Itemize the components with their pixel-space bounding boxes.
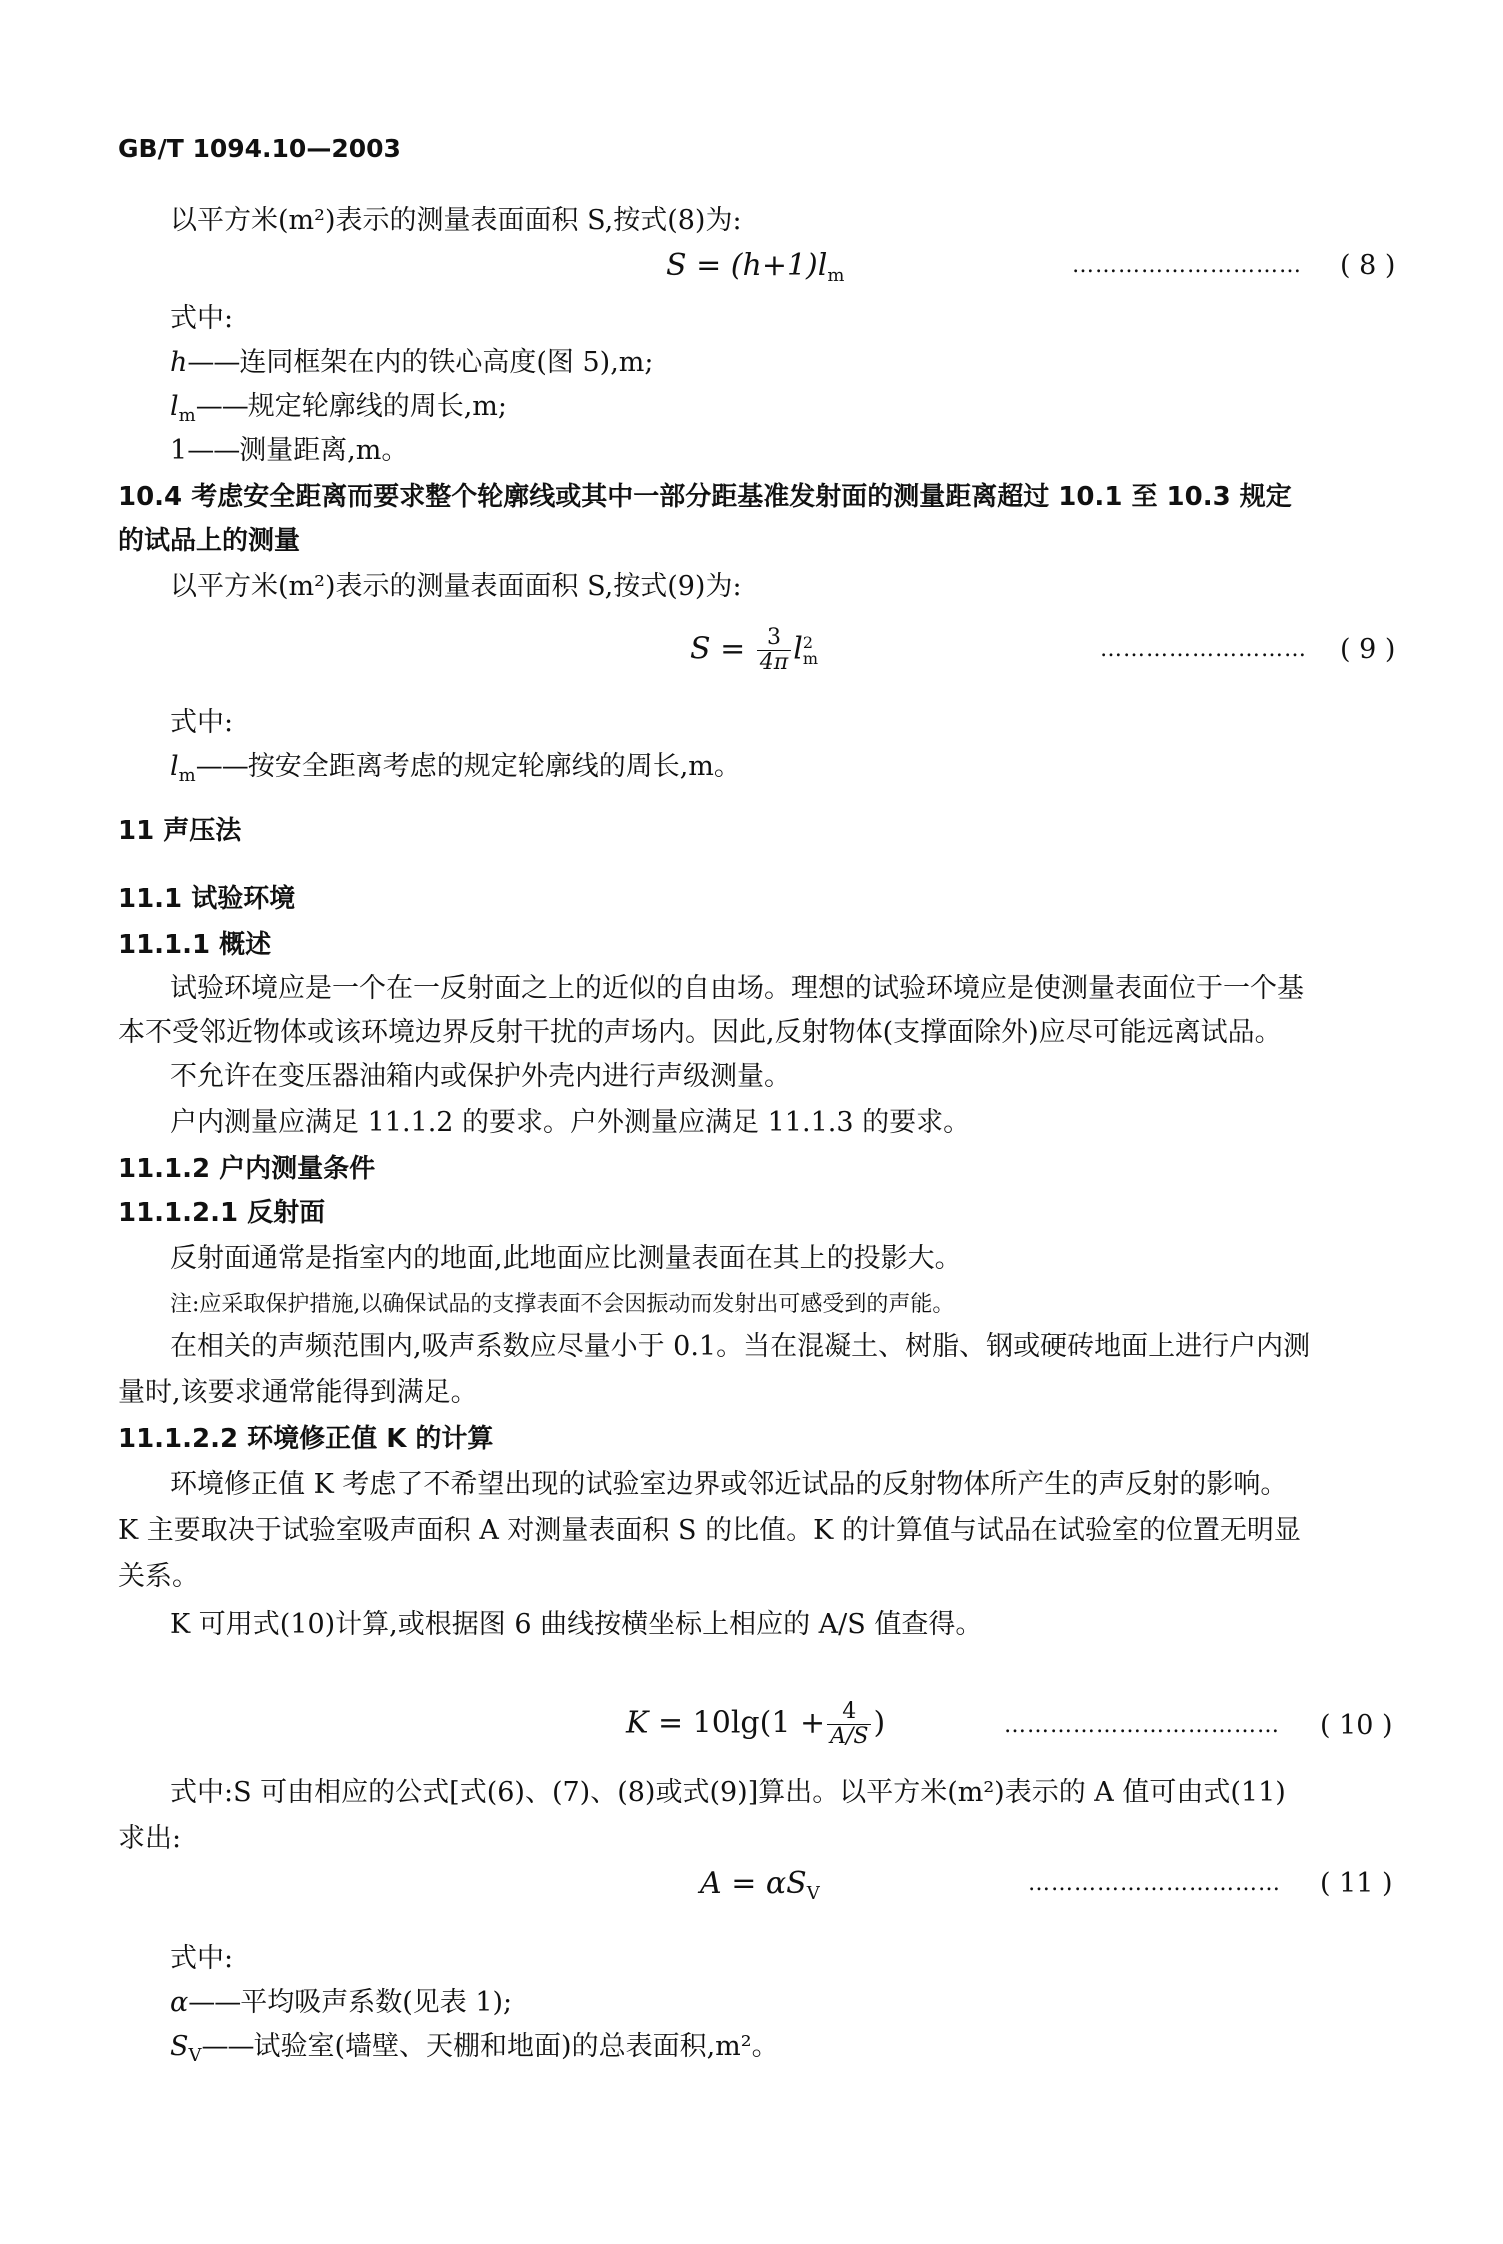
where-label: 式中: xyxy=(170,707,234,738)
definition-text: 试验室(墙壁、天棚和地面)的总表面积,m²。 xyxy=(253,2031,779,2062)
standard-id: GB/T 1094.10—2003 xyxy=(118,134,401,163)
definition-symbol: 1 xyxy=(170,435,188,466)
formula-symbol: A xyxy=(700,1866,722,1901)
formula-symbol: S xyxy=(666,248,687,283)
formula-subscript: m xyxy=(802,648,819,668)
formula-subscript: V xyxy=(806,1883,820,1904)
symbol-definition xyxy=(170,390,507,433)
formula-equals: = xyxy=(720,631,746,667)
paragraph-cont: 量时,该要求通常能得到满足。 xyxy=(118,1377,478,1408)
definition-subscript: m xyxy=(178,405,196,426)
note: 注:应采取保护措施,以确保试品的支撑表面不会因振动而发射出可感受到的声能。 xyxy=(170,1292,955,1317)
formula-rhs: (h+1)l xyxy=(730,248,828,283)
formula-symbol: K xyxy=(626,1705,649,1741)
paragraph: K 可用式(10)计算,或根据图 6 曲线按横坐标上相应的 A/S 值查得。 xyxy=(170,1609,983,1640)
paragraph: 反射面通常是指室内的地面,此地面应比测量表面在其上的投影大。 xyxy=(170,1243,962,1274)
symbol-definition xyxy=(170,346,654,380)
equation-number: ( 9 ) xyxy=(1340,634,1396,665)
fraction-numerator: 4 xyxy=(827,1700,871,1725)
section-heading-10-4: 10.4 考虑安全距离而要求整个轮廓线或其中一部分距基准发射面的测量距离超过 10.1 至 10.3 规定 xyxy=(118,482,1292,512)
paragraph-cont: 求出: xyxy=(118,1823,182,1854)
fraction-denominator: 4π xyxy=(759,650,789,675)
definition-dash: —— xyxy=(195,751,248,782)
fraction xyxy=(757,626,791,675)
formula-superscript: 2 xyxy=(802,632,814,652)
section-heading-11-1-1: 11.1.1 概述 xyxy=(118,930,272,960)
fraction xyxy=(827,1700,871,1749)
formula-rhs: αS xyxy=(765,1866,807,1901)
formula-symbol: S xyxy=(690,631,711,667)
section-heading-11-1: 11.1 试验环境 xyxy=(118,884,296,914)
definition-text: 平均吸声系数(见表 1); xyxy=(240,1987,513,2018)
definition-dash: —— xyxy=(188,1987,241,2018)
paragraph-cont: 关系。 xyxy=(118,1561,199,1592)
paragraph: 户内测量应满足 11.1.2 的要求。户外测量应满足 11.1.3 的要求。 xyxy=(170,1107,971,1138)
definition-symbol: h xyxy=(170,347,188,378)
dot-leader: ……………………………… xyxy=(1004,1713,1280,1738)
fraction-denominator: A/S xyxy=(830,1724,869,1749)
equation-number: ( 10 ) xyxy=(1320,1710,1393,1741)
paragraph: 不允许在变压器油箱内或保护外壳内进行声级测量。 xyxy=(170,1061,791,1092)
formula-subscript: m xyxy=(827,265,845,286)
fraction-numerator: 3 xyxy=(757,626,791,651)
definition-dash: —— xyxy=(187,347,240,378)
dot-leader: ……………………… xyxy=(1100,637,1307,662)
formula-11 xyxy=(700,1864,820,1914)
section-heading-11: 11 声压法 xyxy=(118,816,242,846)
symbol-definition xyxy=(170,750,741,793)
paragraph: 式中:S 可由相应的公式[式(6)、(7)、(8)或式(9)]算出。以平方米(m²)表示的 A 值可由式(11) xyxy=(170,1777,1286,1808)
formula-suffix: ) xyxy=(873,1705,886,1741)
formula-10 xyxy=(626,1700,885,1749)
dot-leader: ………………………… xyxy=(1072,253,1302,278)
symbol-definition xyxy=(170,1986,512,2020)
formula-8 xyxy=(666,246,844,296)
paragraph: 在相关的声频范围内,吸声系数应尽量小于 0.1。当在混凝土、树脂、钢或硬砖地面上进行户内测 xyxy=(170,1331,1311,1362)
definition-text: 规定轮廓线的周长,m; xyxy=(247,391,508,422)
definition-symbol: l xyxy=(170,751,179,782)
definition-dash: —— xyxy=(195,391,248,422)
section-heading-11-1-2-2: 11.1.2.2 环境修正值 K 的计算 xyxy=(118,1424,494,1454)
where-label: 式中: xyxy=(170,1943,234,1974)
paragraph-cont: K 主要取决于试验室吸声面积 A 对测量表面积 S 的比值。K 的计算值与试品在试验室的位置无明显 xyxy=(118,1515,1301,1546)
definition-text: 测量距离,m。 xyxy=(239,435,409,466)
formula-equals: = xyxy=(731,1866,757,1901)
section-heading-10-4-cont: 的试品上的测量 xyxy=(118,526,301,556)
definition-subscript: V xyxy=(188,2045,202,2066)
dot-leader: …………………………… xyxy=(1028,1871,1281,1896)
paragraph: 环境修正值 K 考虑了不希望出现的试验室边界或邻近试品的反射物体所产生的声反射的影响。 xyxy=(170,1469,1288,1500)
formula-equals: = xyxy=(657,1705,684,1741)
paragraph: 以平方米(m²)表示的测量表面面积 S,按式(9)为: xyxy=(170,571,742,602)
formula-prefix: 10lg(1 + xyxy=(692,1705,826,1741)
paragraph-cont: 本不受邻近物体或该环境边界反射干扰的声场内。因此,反射物体(支撑面除外)应尽可能远离试品。 xyxy=(118,1017,1282,1048)
definition-symbol: l xyxy=(170,391,179,422)
definition-text: 连同框架在内的铁心高度(图 5),m; xyxy=(239,347,654,378)
formula-variable: l xyxy=(793,631,803,667)
section-heading-11-1-2-1: 11.1.2.1 反射面 xyxy=(118,1198,326,1228)
equation-number: ( 8 ) xyxy=(1340,250,1396,281)
definition-subscript: m xyxy=(178,765,196,786)
definition-dash: —— xyxy=(187,435,240,466)
formula-9 xyxy=(690,626,818,675)
formula-equals: = xyxy=(696,248,722,283)
definition-symbol: S xyxy=(170,2031,189,2062)
symbol-definition xyxy=(170,434,408,468)
symbol-definition xyxy=(170,2030,779,2073)
definition-dash: —— xyxy=(201,2031,254,2062)
where-label: 式中: xyxy=(170,303,234,334)
definition-text: 按安全距离考虑的规定轮廓线的周长,m。 xyxy=(247,751,741,782)
paragraph: 以平方米(m²)表示的测量表面面积 S,按式(8)为: xyxy=(170,205,742,236)
section-heading-11-1-2: 11.1.2 户内测量条件 xyxy=(118,1154,376,1184)
definition-symbol: α xyxy=(170,1987,189,2018)
equation-number: ( 11 ) xyxy=(1320,1868,1393,1899)
paragraph: 试验环境应是一个在一反射面之上的近似的自由场。理想的试验环境应是使测量表面位于一个基 xyxy=(170,973,1304,1004)
